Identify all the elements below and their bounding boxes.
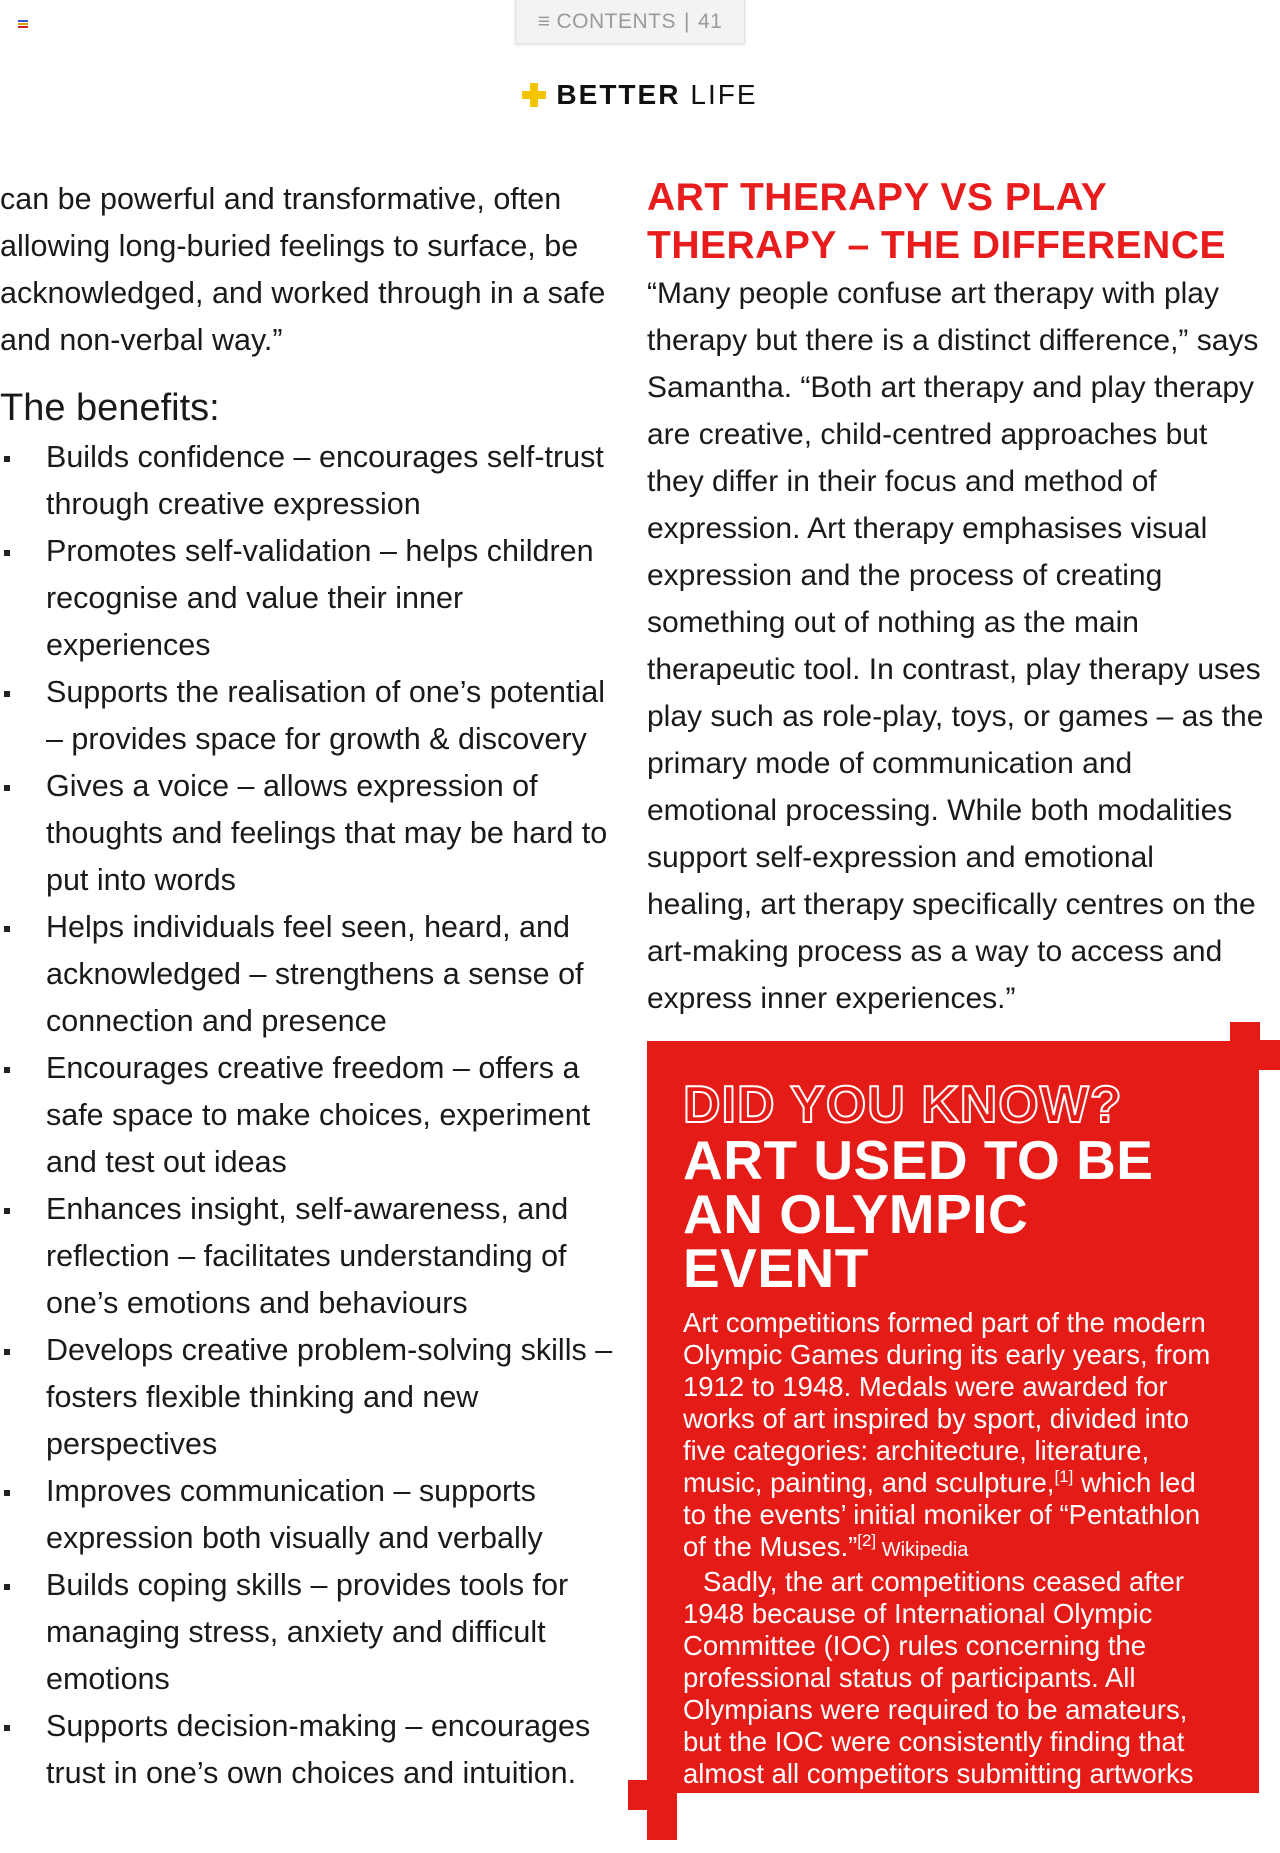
did-you-know-box bbox=[647, 1041, 1259, 1852]
footnote-ref[interactable]: [1] bbox=[1054, 1466, 1074, 1486]
right-column bbox=[647, 174, 1267, 1022]
contents-tab[interactable] bbox=[515, 0, 745, 44]
citation: Wikipedia bbox=[876, 1539, 969, 1561]
list-item: Builds confidence – encourages self-trust through creative expression bbox=[0, 434, 620, 528]
did-you-know-body-2: Sadly, the art competitions ceased after 1948 because of International Olympic Committee (IOC) rules concerning the professional status of participants. All Olympians were required to be amateurs, but the IOC were consistently finding that almost all competitors submitting artworks were professional artists. bbox=[683, 1566, 1194, 1821]
list-item: Promotes self-validation – helps children recognise and value their inner experiences bbox=[0, 528, 620, 669]
list-item: Supports the realisation of one’s potential – provides space for growth & discovery bbox=[0, 669, 620, 763]
did-you-know-headline: ART USED TO BE AN OLYMPIC EVENT bbox=[683, 1129, 1154, 1299]
benefits-title: The benefits: bbox=[0, 387, 220, 429]
list-item: Gives a voice – allows expression of thoughts and feelings that may be hard to put into words bbox=[0, 763, 620, 904]
list-item: Encourages creative freedom – offers a safe space to make choices, experiment and test out ideas bbox=[0, 1045, 620, 1186]
article-heading: ART THERAPY VS PLAY THERAPY – THE DIFFERENCE bbox=[647, 176, 1227, 267]
list-item: Enhances insight, self-awareness, and reflection – facilitates understanding of one’s emotions and behaviours bbox=[0, 1186, 620, 1327]
list-item: Helps individuals feel seen, heard, and acknowledged – strengthens a sense of connection and presence bbox=[0, 904, 620, 1045]
box-corner-decoration bbox=[1259, 1040, 1280, 1070]
box-corner-decoration bbox=[647, 1792, 677, 1840]
menu-icon[interactable] bbox=[18, 20, 28, 29]
quote-paragraph: “Many people confuse art therapy with play therapy but there is a distinct difference,” says Samantha. “Both art therapy and play therapy are creative, child-centred approaches but they differ in their focus and method of expression. Art therapy emphasises visual expression and the process of creating something out of nothing as the main therapeutic tool. In contrast, play therapy uses play such as role-play, toys, or games – as the primary mode of communication and emotional processing. While both modalities support self-expression and emotional healing, art therapy specifically centres on the art-making process as a way to access and express inner experiences.” bbox=[647, 277, 1264, 1015]
list-item: Supports decision-making – encourages trust in one’s own choices and intuition. bbox=[0, 1703, 620, 1797]
did-you-know-body bbox=[683, 1307, 1225, 1566]
plus-icon bbox=[522, 83, 546, 107]
section-title-light: LIFE bbox=[690, 79, 758, 110]
contents-label: CONTENTS bbox=[556, 9, 676, 33]
source-line bbox=[683, 1832, 1225, 1853]
did-you-know-title: DID YOU KNOW? bbox=[683, 1076, 1123, 1134]
intro-paragraph: can be powerful and transformative, often allowing long-buried feelings to surface, be acknowledged, and worked through in a safe and non-verbal way.” bbox=[0, 182, 606, 357]
list-item: Builds coping skills – provides tools for managing stress, anxiety and difficult emotions bbox=[0, 1562, 620, 1703]
source-url[interactable]: https://news.artnet.com › art-world › art-bites-olympic bbox=[750, 1832, 1176, 1852]
contents-separator: | bbox=[683, 9, 690, 33]
source-label: Source: bbox=[683, 1832, 751, 1852]
section-header bbox=[0, 78, 1280, 112]
contents-menu-glyph: ≡ bbox=[537, 9, 551, 33]
list-item: Improves communication – supports expression both visually and verbally bbox=[0, 1468, 620, 1562]
left-column bbox=[0, 176, 620, 1797]
section-title-bold: BETTER bbox=[556, 79, 681, 110]
body-text: Art competitions formed part of the modern Olympic Games during its early years, from 1912 to 1948. Medals were awarded for works of art inspired by sport, divided into five categories: architecture, literature, music, painting, and sculpture, bbox=[683, 1307, 1211, 1498]
body-text: which led to the events’ initial moniker of “Pentathlon of the Muses.” bbox=[683, 1467, 1201, 1562]
benefit-list bbox=[0, 434, 620, 1797]
page-number: 41 bbox=[697, 9, 723, 33]
footnote-ref[interactable]: [2] bbox=[857, 1530, 877, 1550]
list-item: Develops creative problem-solving skills – fosters flexible thinking and new perspectives bbox=[0, 1327, 620, 1468]
